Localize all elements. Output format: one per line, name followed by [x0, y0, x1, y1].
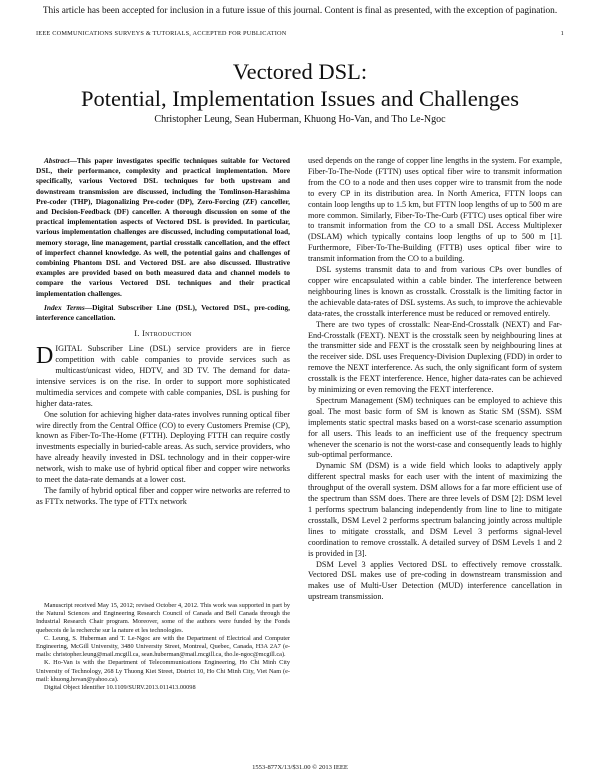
body-paragraph-crosstalk: DSL systems transmit data to and from various CPs over bundles of copper wire encapsulated within a cable binder. The interference between neighbouring lines is known as crosstalk. Crosstalk is the limiting factor in the achievable data-rates of DSL systems. As such, to improve the achievable data-rates, the crosstalk interference must be reduced or removed entirely. — [308, 265, 562, 318]
footnote-doi: Digital Object Identifier 10.1109/SURV.2013.011413.00098 — [44, 684, 196, 692]
body-paragraph-dsm: Dynamic SM (DSM) is a wide field which looks to adaptively apply different spectral masks for each user with the intent of maximizing the throughput of the overall system. DSM allows for a far more efficient use of the spectrum than SSM does. There are three levels of DSM [2]: DSM level 1 performs spectrum balancing independently from line to line to mitigate crosstalk, DSM Level 2 performs spectrum balancing jointly across multiple lines to mitigate crosstalk, and DSM Level 3 performs signal-level coordination to remove crosstalk. A detailed survey of DSM Levels 1 and 2 is provided in [3]. — [308, 461, 562, 558]
journal-name: IEEE COMMUNICATIONS SURVEYS & TUTORIALS, ACCEPTED FOR PUBLICATION — [36, 30, 287, 37]
page-number: 1 — [560, 30, 564, 37]
intro-paragraph-1-text: IGITAL Subscriber Line (DSL) service providers are in fierce competition with cable companies to provide services such as multicast/unicast video, HDTV, and 3D TV. The demand for data-intensive services is on the rise. In order to support more sophisticated multimedia services and compete with cable companies, DSL is pushing for higher data-rates. — [36, 344, 290, 408]
section-heading-introduction: I. Introduction — [134, 329, 192, 339]
abstract-body: —This paper investigates specific techniques suitable for Vectored DSL, their performance, complexity and practical implementation. More specifically, various Vectored DSL techniques for both upstream and downstream transmission are discussed, including the Tomlinson-Harashima Pre-coder (THP), Diagonalizing Pre-coder (DP), Zero-Forcing (ZF) canceller, and Decision-Feedback (DF) canceller. A thorough discussion on some of the practical implementation aspects of Vectored DSL is provided. In particular, various implementation challenges are discussed, including computational load, memory storage, line management, partial crosstalk cancellation, and the effect of imperfect channel knowledge. As well, the potential gains and challenges of combining Phantom DSL and Vectored DSL are also discussed. Illustrative examples are provided based on both measured data and channel models to compare the various Vectored DSL techniques and their practical implementation challenges. — [36, 156, 290, 298]
left-column — [36, 156, 290, 508]
body-paragraph-ssm: Spectrum Management (SM) techniques can be employed to achieve this goal. The most basic form of SM is known as Static SM (SSM). SSM implements static spectral masks based on a worst-case scenario assumption for all users. This leads to an inefficient use of the frequency spectrum whenever the scenario is not the worst-case and consequently leads to highly sub-optimal performance. — [308, 395, 562, 460]
abstract-lead: Abstract — [44, 156, 70, 165]
copyright-line: 1553-877X/13/$31.00 © 2013 IEEE — [252, 764, 348, 771]
body-paragraph-next-fext: There are two types of crosstalk: Near-End-Crosstalk (NEXT) and Far-End-Crosstalk (FEXT). NEXT is the crosstalk seen by neighbouring lines at the transmitter side and FEXT is the crosstalk seen by neighbouring lines at the receiver side. DSL uses Frequency-Division Duplexing (FDD) in order to remove the NEXT interference. As such, the only significant form of system crosstalk is the FEXT interference. Hence, higher data-rates can be achieved by minimizing or even removing the FEXT interference. — [308, 319, 562, 395]
running-head — [36, 30, 564, 37]
intro-paragraph-1 — [36, 344, 290, 409]
drop-cap: D — [36, 343, 54, 370]
body-paragraph-fttx: used depends on the range of copper line lengths in the system. For example, Fiber-To-The-Node (FTTN) uses optical fiber wire to transmit information from the CO to a node and then uses copper wire to transmit from the node to every CP in its distribution area. In North America, FTTN loops can contain loop lengths up to 1.5 km, but FTTN loop lengths of up to 500 m are more common. Similarly, Fiber-To-The-Curb (FTTC) uses optical fiber wire to transmit information from the CO to a small DSL Access Multiplexer (DSLAM) which typically contains loop lengths of up to 500 m [1]. Furthermore, Fiber-To-The-Building (FTTB) uses optical fiber wire to transmit information from the CO to a building. — [308, 156, 562, 264]
paper-title — [0, 58, 600, 112]
abstract — [36, 156, 290, 299]
right-column — [308, 156, 562, 603]
footnote-manuscript: Manuscript received May 15, 2012; revised October 4, 2012. This work was supported in part by the Natural Sciences and Engineering Research Council of Canada and Bell Canada through the Industrial Research Chair program. Moreover, some of the authors were funded by the Fonds quebecois de la recherche sur la nature et les technologies. — [36, 602, 290, 634]
footnote-affiliation-mcgill: C. Leung, S. Huberman and T. Le-Ngoc are with the Department of Electrical and Computer Engineering, McGill University, 3480 University Street, Montreal, Quebec, Canada, H3A 2A7 (e-mails: christopher.leung@mail.mcgill.ca, sean.huberman@mail.mcgill.ca, tho.le-ngoc@mcgill.ca). — [36, 634, 290, 659]
intro-paragraph-2: One solution for achieving higher data-rates involves running optical fiber wire directly from the Central Office (CO) to every Customers Premise (CP), known as Fiber-To-The-Home (FTTH). Deploying FTTH can require costly investments especially in buried-cable areas. As such, service providers, who have already heavily invested in DSL technology and in their copper-wire network, wish to make use of hybrid optical fiber and copper wire networks to meet the data-rate demands at a lower cost. — [36, 409, 290, 485]
footnotes — [36, 602, 290, 692]
acceptance-notice: This article has been accepted for inclusion in a future issue of this journal. Content is final as presented, with the exception of pagination. — [42, 6, 558, 16]
index-terms-body: —Digital Subscriber Line (DSL), Vectored DSL, pre-coding, interference cancellation. — [36, 302, 290, 323]
authors: Christopher Leung, Sean Huberman, Khuong Ho-Van, and Tho Le-Ngoc — [154, 114, 446, 125]
title-line-2: Potential, Implementation Issues and Challenges — [80, 86, 520, 111]
intro-paragraph-3: The family of hybrid optical fiber and copper wire networks are referred to as FTTx networks. The type of FTTx network — [36, 485, 290, 506]
index-terms-lead: Index Terms — [44, 302, 85, 312]
title-line-1: Vectored DSL: — [232, 59, 368, 84]
index-terms — [36, 303, 290, 323]
body-paragraph-vectored: DSM Level 3 applies Vectored DSL to effectively remove crosstalk. Vectored DSL makes use of pre-coding in downstream transmission and makes use of Multi-User Detection (MUD) interference cancellation in upstream transmission. — [308, 559, 562, 602]
footnote-affiliation-hcmut: K. Ho-Van is with the Department of Telecommunications Engineering, Ho Chi Minh City University of Technology, 268 Ly Thuong Kiet Street, District 10, Ho Chi Minh City, Viet Nam (e-mail: khuong.hovan@yahoo.ca). — [36, 659, 290, 683]
